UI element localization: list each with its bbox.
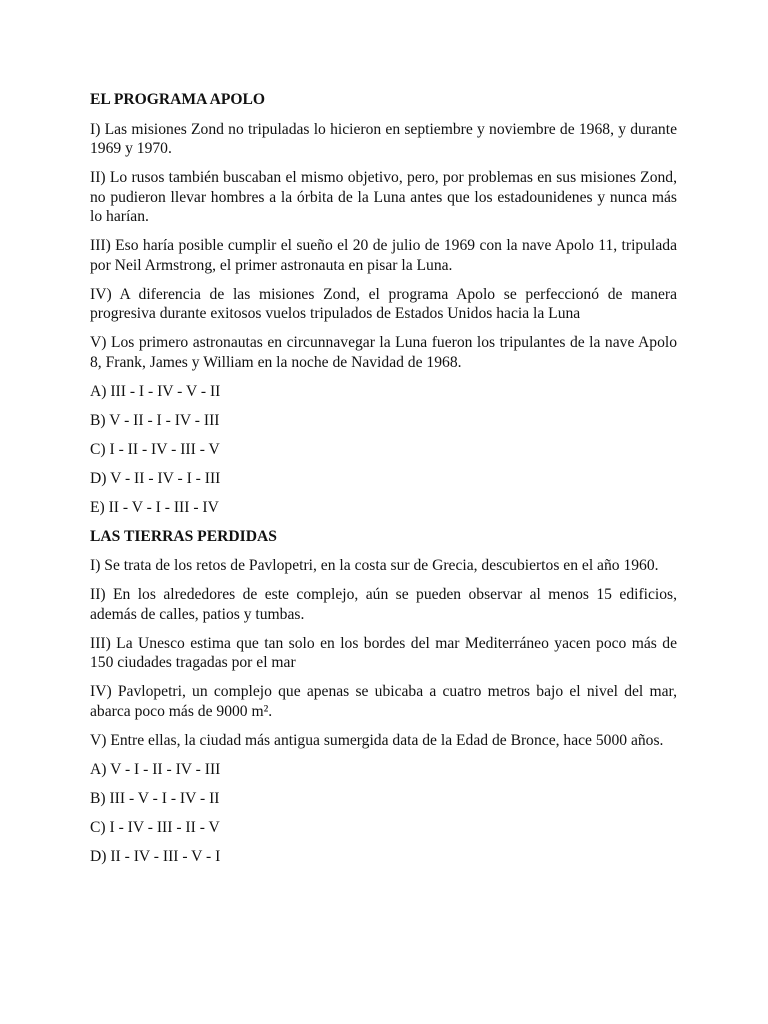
statement-5: V) Entre ellas, la ciudad más antigua sumergida data de la Edad de Bronce, hace 5000 años. <box>90 731 664 749</box>
section-programa-apolo <box>90 90 677 517</box>
answer-option-c: C) I - IV - III - II - V <box>90 818 220 836</box>
statement-4: IV) A diferencia de las misiones Zond, el programa Apolo se perfeccionó de manera progresiva durante exitosos vuelos tripulados de Estados Unidos hacia la Luna <box>90 285 677 322</box>
statement-3: III) La Unesco estima que tan solo en los bordes del mar Mediterráneo yacen poco más de 150 ciudades tragadas por el mar <box>90 634 677 671</box>
section-title: LAS TIERRAS PERDIDAS <box>90 527 277 545</box>
statement-3: III) Eso haría posible cumplir el sueño el 20 de julio de 1969 con la nave Apolo 11, tripulada por Neil Armstrong, el primer astronauta en pisar la Luna. <box>90 237 677 274</box>
statement-1: I) Se trata de los retos de Pavlopetri, en la costa sur de Grecia, descubiertos en el año 1960. <box>90 557 659 574</box>
answer-option-c: C) I - II - IV - III - V <box>90 440 220 458</box>
answer-option-d: D) V - II - IV - I - III <box>90 469 221 487</box>
statement-5: V) Los primero astronautas en circunnavegar la Luna fueron los tripulantes de la nave Apolo 8, Frank, James y William en la noche de Navidad de 1968. <box>90 334 677 371</box>
answer-option-a: A) III - I - IV - V - II <box>90 382 221 400</box>
answer-option-d: D) II - IV - III - V - I <box>90 847 221 865</box>
statement-2: II) Lo rusos también buscaban el mismo objetivo, pero, por problemas en sus misiones Zond, no pudieron llevar hombres a la órbita de la Luna antes que los estadounidenes y nunca más lo harían. <box>90 169 677 225</box>
answer-option-b: B) V - II - I - IV - III <box>90 411 220 429</box>
section-title: EL PROGRAMA APOLO <box>90 91 266 108</box>
statement-1: I) Las misiones Zond no tripuladas lo hicieron en septiembre y noviembre de 1968, y durante 1969 y 1970. <box>90 120 677 157</box>
document-page <box>90 90 677 876</box>
statement-4: IV) Pavlopetri, un complejo que apenas se ubicaba a cuatro metros bajo el nivel del mar, abarca poco más de 9000 m². <box>90 683 677 720</box>
answer-option-e: E) II - V - I - III - IV <box>90 498 219 516</box>
statement-2: II) En los alrededores de este complejo, aún se pueden observar al menos 15 edificios, además de calles, patios y tumbas. <box>90 586 677 623</box>
answer-option-b: B) III - V - I - IV - II <box>90 789 220 807</box>
answer-option-a: A) V - I - II - IV - III <box>90 760 221 778</box>
section-tierras-perdidas <box>90 527 677 867</box>
